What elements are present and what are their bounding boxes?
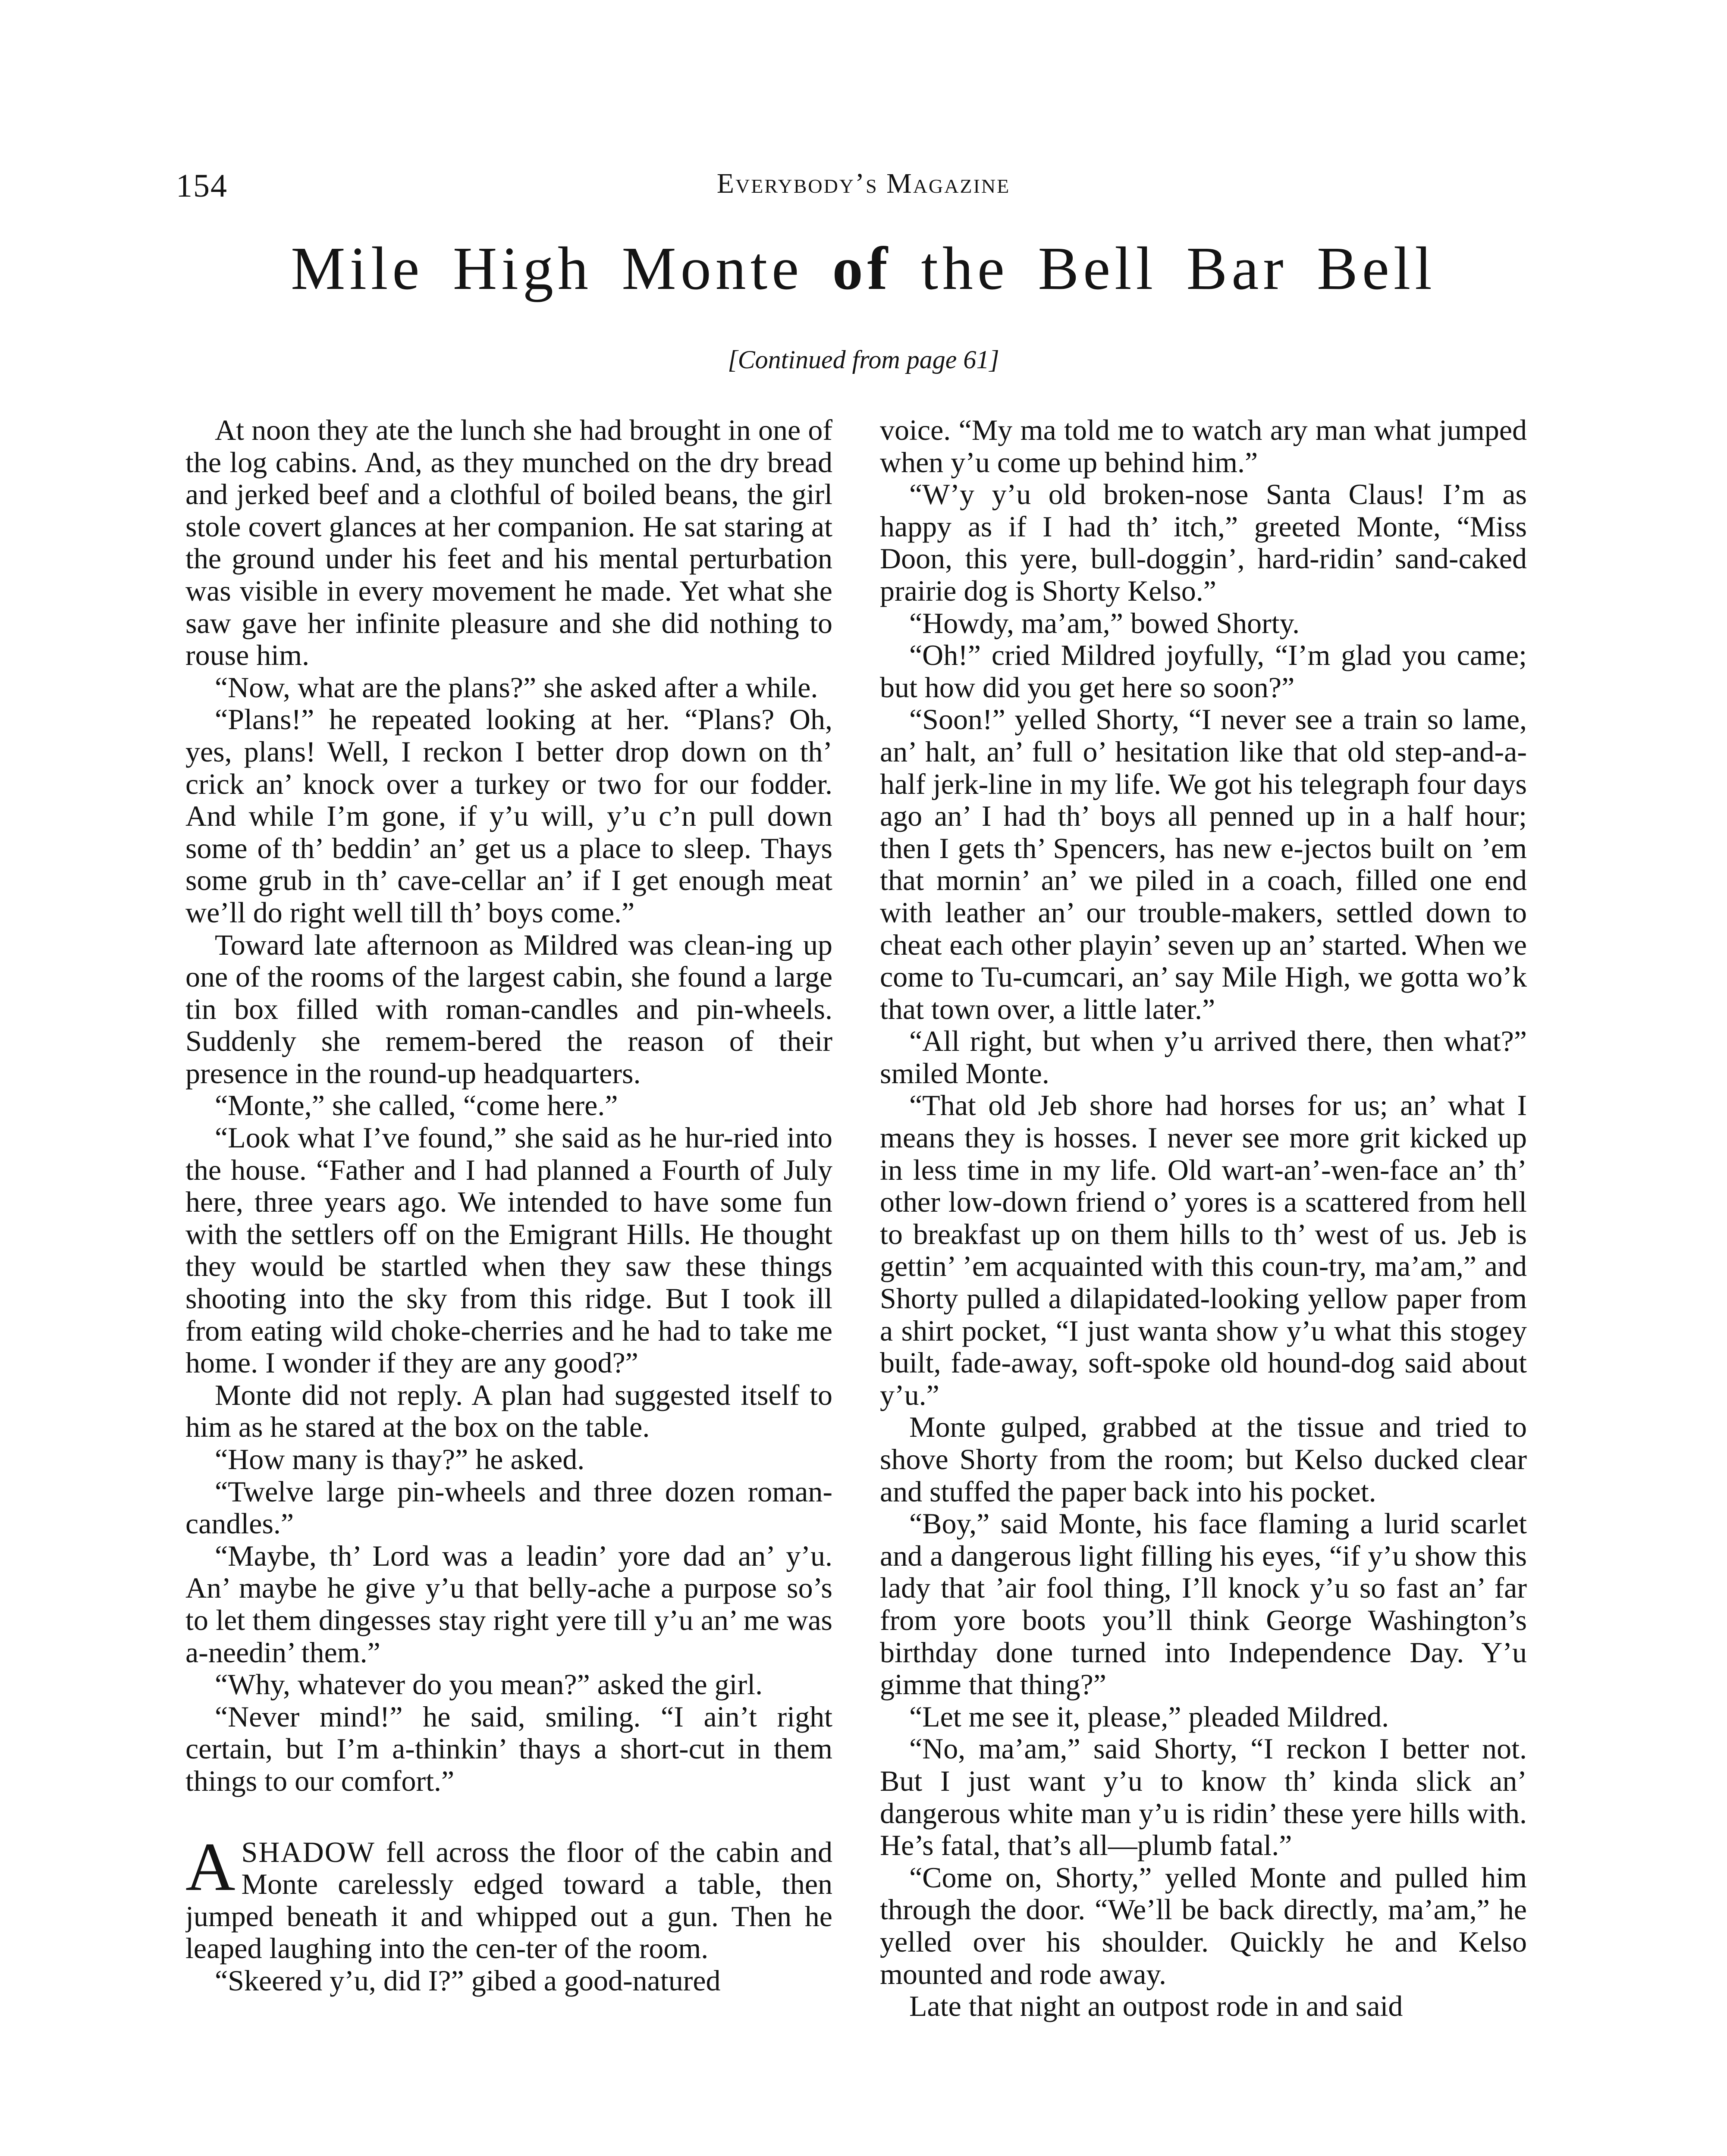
- paragraph: Monte did not reply. A plan had suggested itself to him as he stared at the box on the table.: [185, 1378, 832, 1444]
- running-head: Everybody’s Magazine: [716, 168, 1011, 199]
- paragraph: “That old Jeb shore had horses for us; an’ what I means they is hosses. I never see more grit kicked up in less time in my life. Old wart-an’-wen-face an’ th’ other low-down friend o’ yores is a scattered from hell to breakfast up on them hills to th’ west of us. Jeb is gettin’ ’em acquainted with this coun-try, ma’am,” and Shorty pulled a dilapidated-looking yellow paper from a shirt pocket, “I just wanta show y’u what this stogey built, fade-away, soft-spoke old hound-dog said about y’u.”: [880, 1089, 1527, 1411]
- drop-cap: A: [185, 1828, 236, 1905]
- paragraph: “All right, but when y’u arrived there, then what?” smiled Monte.: [880, 1025, 1527, 1090]
- paragraph: “Come on, Shorty,” yelled Monte and pulled him through the door. “We’ll be back directly, ma’am,” he yelled over his shoulder. Quickly he and Kelso mounted and rode away.: [880, 1861, 1527, 1990]
- paragraph: “Boy,” said Monte, his face flaming a lurid scarlet and a dangerous light filling his eyes, “if y’u show this lady that ’air fool thing, I’ll knock y’u so fast an’ far from yore boots you’ll think George Washington’s birthday done turned into Independence Day. Y’u gimme that thing?”: [880, 1507, 1527, 1701]
- dropcap-paragraph: [185, 1828, 832, 1965]
- paragraph: “Why, whatever do you mean?” asked the girl.: [215, 1668, 763, 1701]
- paragraph: “Look what I’ve found,” she said as he hur-ried into the house. “Father and I had planned a Fourth of July here, three years ago. We intended to have some fun with the settlers off on the Emigrant Hills. He thought they would be startled when they saw these things shooting into the sky from this ridge. But I took ill from eating wild choke-cherries and he had to take me home. I wonder if they are any good?”: [185, 1121, 832, 1379]
- title-part-1: Mile High Monte: [291, 234, 804, 302]
- dropcap-lead: SHADOW: [241, 1835, 375, 1868]
- title-part-2: of: [832, 234, 892, 302]
- paragraph: Toward late afternoon as Mildred was clean-ing up one of the rooms of the largest cabin, she found a large tin box filled with roman-candles and pin-wheels. Suddenly she remem-bered the reason of their presence in the round-up headquarters.: [185, 928, 832, 1090]
- paragraph: “Monte,” she called, “come here.”: [215, 1089, 618, 1122]
- right-column: [880, 414, 1527, 2156]
- paragraph: “Oh!” cried Mildred joyfully, “I’m glad you came; but how did you get here so soon?”: [880, 639, 1527, 704]
- title-part-3: the Bell Bar Bell: [921, 234, 1436, 302]
- paragraph: “Now, what are the plans?” she asked after a while.: [215, 671, 818, 704]
- paragraph: Late that night an outpost rode in and said: [909, 1990, 1403, 2023]
- continued-note: [Continued from page 61]: [728, 345, 999, 374]
- paragraph: “No, ma’am,” said Shorty, “I reckon I better not. But I just want y’u to know th’ kinda slick an’ dangerous white man y’u is ridin’ these yere hills with. He’s fatal, that’s all—plumb fatal.”: [880, 1732, 1527, 1862]
- paragraph: At noon they ate the lunch she had brought in one of the log cabins. And, as they munched on the dry bread and jerked beef and a clothful of boiled beans, the girl stole covert glances at her companion. He sat staring at the ground under his feet and his mental perturbation was visible in every movement he made. Yet what she saw gave her infinite pleasure and she did nothing to rouse him.: [185, 414, 832, 672]
- paragraph: “Never mind!” he said, smiling. “I ain’t right certain, but I’m a-thinkin’ thays a short-cut in them things to our comfort.”: [185, 1700, 832, 1797]
- paragraph: “Twelve large pin-wheels and three dozen roman-candles.”: [185, 1475, 832, 1540]
- paragraph: “Plans!” he repeated looking at her. “Plans? Oh, yes, plans! Well, I reckon I better drop down on th’ crick an’ knock over a turkey or two for our fodder. And while I’m gone, if y’u will, y’u c’n pull down some of th’ beddin’ an’ get us a place to sleep. Thays some grub in th’ cave-cellar an’ if I get enough meat we’ll do right well till th’ boys come.”: [185, 703, 832, 929]
- paragraph: “Soon!” yelled Shorty, “I never see a train so lame, an’ halt, an’ full o’ hesitation like that old step-and-a-half jerk-line in my life. We got his telegraph four days ago an’ I had th’ boys all penned up in a half hour; then I gets th’ Spencers, has new e-jectos built on ’em that mornin’ an’ we piled in a coach, filled one end with leather an’ our trouble-makers, settled down to cheat each other playin’ seven up an’ started. When we come to Tu-cumcari, an’ say Mile High, we gotta wo’k that town over, a little later.”: [880, 703, 1527, 1025]
- paragraph: “Let me see it, please,” pleaded Mildred.: [909, 1700, 1389, 1733]
- paragraph: “How many is thay?” he asked.: [215, 1443, 585, 1476]
- paragraph: “Howdy, ma’am,” bowed Shorty.: [909, 606, 1300, 639]
- left-column: [185, 414, 832, 2156]
- paragraph: Monte gulped, grabbed at the tissue and tried to shove Shorty from the room; but Kelso ducked clear and stuffed the paper back into his pocket.: [880, 1410, 1527, 1508]
- paragraph: “W’y y’u old broken-nose Santa Claus! I’m as happy as if I had th’ itch,” greeted Monte, “Miss Doon, this yere, bull-doggin’, hard-ridin’ sand-caked prairie dog is Shorty Kelso.”: [880, 478, 1527, 607]
- article-title: [0, 233, 1727, 304]
- page-header: [0, 167, 1727, 219]
- paragraph: voice. “My ma told me to watch ary man what jumped when y’u come up behind him.”: [880, 414, 1527, 479]
- dropcap-text: fell across the floor of the cabin and Monte carelessly edged toward a table, then jumped beneath it and whipped out a gun. Then he leaped laughing into the cen-ter of the room.: [185, 1835, 832, 1965]
- paragraph: “Skeered y’u, did I?” gibed a good-natured: [215, 1964, 721, 1997]
- paragraph: “Maybe, th’ Lord was a leadin’ yore dad an’ y’u. An’ maybe he give y’u that belly-ache a purpose so’s to let them dingesses stay right yere till y’u an’ me was a-needin’ them.”: [185, 1539, 832, 1669]
- page-number: 154: [176, 168, 228, 204]
